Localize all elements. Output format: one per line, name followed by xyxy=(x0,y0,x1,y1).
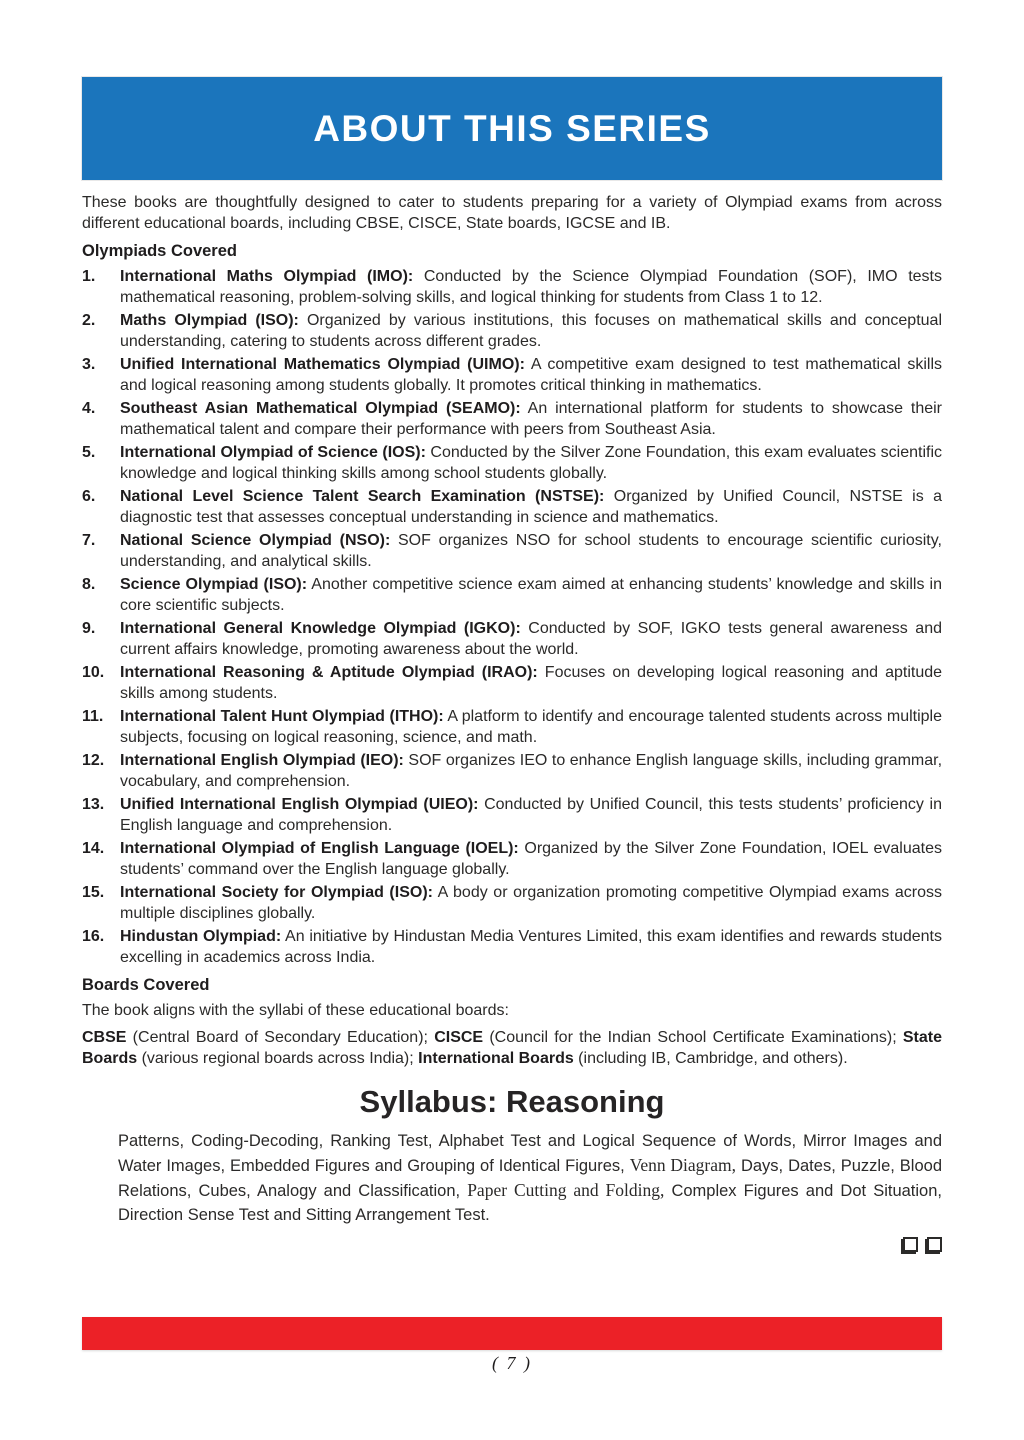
item-title: Science Olympiad (ISO): xyxy=(120,576,308,593)
item-number: 8. xyxy=(82,576,96,593)
item-number: 14. xyxy=(82,840,105,857)
olympiad-list-item xyxy=(82,618,942,660)
item-desc: An initiative by Hindustan Media Ventures Limited, this exam identifies and rewards students excelling in academics across India. xyxy=(120,928,942,966)
item-number: 11. xyxy=(82,708,104,725)
item-text xyxy=(120,266,942,308)
olympiad-list-item xyxy=(82,574,942,616)
item-number: 10. xyxy=(82,664,105,681)
olympiad-list-item xyxy=(82,398,942,440)
item-number: 2. xyxy=(82,312,96,329)
item-text xyxy=(120,486,942,528)
board-name: CBSE xyxy=(82,1029,127,1046)
olympiad-list-item xyxy=(82,926,942,968)
item-number: 5. xyxy=(82,444,96,461)
item-title: Unified International Mathematics Olympiad (UIMO): xyxy=(120,356,525,373)
item-desc: Organized by Unified Council, NSTSE is a diagnostic test that assesses conceptual understanding in science and mathematics. xyxy=(120,488,942,526)
syllabus-paragraph xyxy=(118,1129,942,1227)
item-title: Southeast Asian Mathematical Olympiad (SEAMO): xyxy=(120,400,521,417)
item-desc: Conducted by SOF, IGKO tests general awareness and current affairs knowledge, promoting awareness about the world. xyxy=(120,620,942,658)
page-number: ( 7 ) xyxy=(492,1353,532,1373)
item-text xyxy=(120,794,942,836)
boards-covered-heading: Boards Covered xyxy=(82,976,210,994)
olympiad-list-item xyxy=(82,530,942,572)
series-banner xyxy=(82,77,942,180)
item-text xyxy=(120,354,942,396)
item-title: National Science Olympiad (NSO): xyxy=(120,532,391,549)
board-name: State Boards xyxy=(82,1029,942,1067)
olympiad-list-item xyxy=(82,706,942,748)
item-title: International Society for Olympiad (ISO): xyxy=(120,884,433,901)
item-desc: An international platform for students to showcase their mathematical talent and compare their performance with peers from Southeast Asia. xyxy=(120,400,942,438)
item-desc: SOF organizes NSO for school students to encourage scientific curiosity, understanding, and analytical skills. xyxy=(120,532,942,570)
item-title: International Olympiad of Science (IOS): xyxy=(120,444,426,461)
item-desc: Conducted by the Silver Zone Foundation, this exam evaluates scientific knowledge and logical thinking skills among school students globally. xyxy=(120,444,942,482)
intro-paragraph: These books are thoughtfully designed to cater to students preparing for a variety of Olympiad exams from across different educational boards, including CBSE, CISCE, State boards, IGCSE and IB. xyxy=(82,194,942,232)
item-number: 15. xyxy=(82,884,105,901)
item-number: 3. xyxy=(82,356,96,373)
item-text xyxy=(120,618,942,660)
olympiad-list-item xyxy=(82,310,942,352)
olympiad-list-item xyxy=(82,662,942,704)
item-desc: Focuses on developing logical reasoning and aptitude skills among students. xyxy=(120,664,943,702)
item-title: International General Knowledge Olympiad (IGKO): xyxy=(120,620,521,637)
item-title: International Talent Hunt Olympiad (ITHO): xyxy=(120,708,444,725)
end-of-section-marks xyxy=(82,1237,942,1255)
item-number: 9. xyxy=(82,620,96,637)
olympiads-covered-heading: Olympiads Covered xyxy=(82,242,237,260)
item-title: International Reasoning & Aptitude Olympiad (IRAO): xyxy=(120,664,538,681)
footer-red-bar xyxy=(82,1317,942,1350)
item-text xyxy=(120,750,942,792)
item-title: International Olympiad of English Language (IOEL): xyxy=(120,840,519,857)
boards-paragraph: CBSE (Central Board of Secondary Education); CISCE (Council for the Indian School Certificate Examinations); State Boards (various regional boards across India); International Boards (including IB, Cambridge, and others). xyxy=(82,1029,942,1067)
item-text xyxy=(120,706,942,748)
olympiad-list-item xyxy=(82,354,942,396)
item-desc: Conducted by Unified Council, this tests students’ proficiency in English language and comprehension. xyxy=(120,796,942,834)
olympiad-list-item xyxy=(82,750,942,792)
item-title: Unified International English Olympiad (UIEO): xyxy=(120,796,479,813)
syllabus-segment: Patterns, Coding-Decoding, Ranking Test, Alphabet Test and Logical Sequence of Words, Mirror Images and Water Images, Embedded Figures and Grouping of Identical Figures, xyxy=(118,1132,942,1175)
item-title: National Level Science Talent Search Examination (NSTSE): xyxy=(120,488,605,505)
item-number: 6. xyxy=(82,488,96,505)
item-text xyxy=(120,530,942,572)
item-desc: Organized by the Silver Zone Foundation, IOEL evaluates students’ command over the English language globally. xyxy=(120,840,942,878)
olympiad-list-item xyxy=(82,442,942,484)
item-title: Maths Olympiad (ISO): xyxy=(120,312,299,329)
olympiad-list-item xyxy=(82,838,942,880)
item-number: 1. xyxy=(82,268,96,285)
syllabus-segment: Complex Figures and Dot Situation, Direction Sense Test and Sitting Arrangement Test. xyxy=(118,1182,942,1224)
olympiad-list xyxy=(82,266,942,968)
item-text xyxy=(120,398,942,440)
item-number: 7. xyxy=(82,532,96,549)
item-number: 13. xyxy=(82,796,105,813)
syllabus-segment: Days, Dates, Puzzle, Blood Relations, Cubes, Analogy and Classification, xyxy=(118,1157,942,1200)
syllabus-serif-segment: Venn Diagram, xyxy=(629,1155,737,1175)
item-text xyxy=(120,926,942,968)
item-text xyxy=(120,838,942,880)
book-page xyxy=(0,77,1024,1374)
item-desc: A body or organization promoting competitive Olympiad exams across multiple disciplines globally. xyxy=(120,884,943,922)
board-name: CISCE xyxy=(434,1029,484,1046)
item-text xyxy=(120,882,942,924)
item-text xyxy=(120,662,942,704)
olympiad-list-item xyxy=(82,266,942,308)
end-square-icon xyxy=(927,1237,942,1252)
item-title: International Maths Olympiad (IMO): xyxy=(120,268,414,285)
item-title: International English Olympiad (IEO): xyxy=(120,752,404,769)
boards-intro: The book aligns with the syllabi of these educational boards: xyxy=(82,1002,509,1019)
olympiad-list-item xyxy=(82,882,942,924)
board-name: International Boards xyxy=(418,1050,574,1067)
syllabus-heading: Syllabus: Reasoning xyxy=(359,1084,665,1119)
item-number: 12. xyxy=(82,752,105,769)
item-desc: A competitive exam designed to test mathematical skills and logical reasoning among students globally. It promotes critical thinking in mathematics. xyxy=(120,356,943,394)
olympiad-list-item xyxy=(82,794,942,836)
banner-title: ABOUT THIS SERIES xyxy=(313,107,711,149)
item-desc: Conducted by the Science Olympiad Foundation (SOF), IMO tests mathematical reasoning, problem-solving skills, and logical thinking for students from Class 1 to 12. xyxy=(120,268,942,306)
item-desc: A platform to identify and encourage talented students across multiple subjects, focusing on logical reasoning, science, and math. xyxy=(120,708,942,746)
item-text xyxy=(120,574,942,616)
item-desc: Organized by various institutions, this focuses on mathematical skills and conceptual understanding, catering to students across different grades. xyxy=(120,312,942,350)
item-title: Hindustan Olympiad: xyxy=(120,928,282,945)
item-text xyxy=(120,310,942,352)
end-square-icon xyxy=(903,1237,918,1252)
item-text xyxy=(120,442,942,484)
item-desc: SOF organizes IEO to enhance English language skills, including grammar, vocabulary, and comprehension. xyxy=(120,752,943,790)
olympiad-list-item xyxy=(82,486,942,528)
syllabus-serif-segment: Paper Cutting and Folding, xyxy=(467,1180,665,1200)
item-desc: Another competitive science exam aimed at enhancing students’ knowledge and skills in core scientific subjects. xyxy=(120,576,942,614)
item-number: 16. xyxy=(82,928,105,945)
item-number: 4. xyxy=(82,400,96,417)
